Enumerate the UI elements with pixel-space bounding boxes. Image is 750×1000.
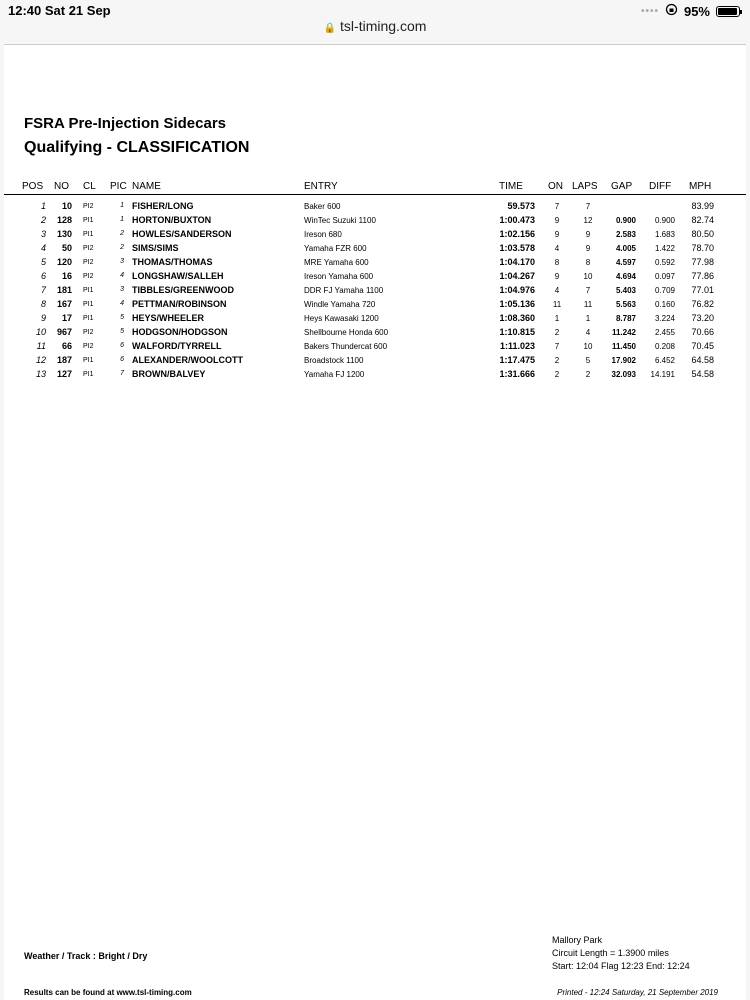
cell-name: TIBBLES/GREENWOOD: [132, 285, 235, 295]
cell-pos: 5: [40, 257, 46, 267]
cell-entry: Bakers Thundercat 600: [304, 342, 388, 351]
cell-mph: 77.01: [691, 285, 714, 295]
cell-pic: 2: [120, 244, 124, 251]
cell-no: 17: [61, 313, 72, 323]
url-text: tsl-timing.com: [340, 18, 427, 34]
cell-gap: 2.583: [615, 230, 636, 239]
table-row: [4, 355, 746, 369]
cell-mph: 54.58: [691, 369, 714, 379]
cell-laps: 10: [583, 342, 593, 351]
cell-name: THOMAS/THOMAS: [132, 257, 213, 267]
cell-diff: 3.224: [654, 314, 675, 323]
cell-entry: Baker 600: [304, 202, 341, 211]
cell-laps: 5: [585, 356, 591, 365]
cell-diff: 2.455: [654, 328, 675, 337]
cell-time: 1:04.267: [499, 271, 535, 281]
cell-no: 120: [56, 257, 72, 267]
cell-no: 967: [56, 327, 72, 337]
cell-gap: 11.450: [611, 342, 636, 351]
cell-gap: 4.694: [615, 272, 636, 281]
cell-name: ALEXANDER/WOOLCOTT: [132, 355, 243, 365]
cell-cl: PI2: [83, 343, 94, 350]
cell-entry: Broadstock 1100: [304, 356, 364, 365]
header-mph: MPH: [689, 181, 712, 192]
cell-cl: PI2: [83, 245, 94, 252]
cell-mph: 76.82: [691, 299, 714, 309]
cell-diff: 0.900: [654, 216, 675, 225]
cell-time: 1:11.023: [499, 341, 535, 351]
cell-time: 1:31.666: [499, 369, 535, 379]
cell-no: 128: [56, 215, 72, 225]
table-row: [4, 215, 746, 229]
cell-pic: 1: [120, 216, 124, 223]
cell-entry: Yamaha FZR 600: [304, 244, 367, 253]
cell-cl: PI2: [83, 203, 94, 210]
cell-pic: 6: [120, 356, 124, 363]
cell-no: 10: [61, 201, 72, 211]
cell-pos: 3: [40, 229, 46, 239]
cell-laps: 8: [585, 258, 591, 267]
cell-laps: 7: [585, 286, 591, 295]
cell-on: 11: [552, 300, 562, 309]
cell-entry: Heys Kawasaki 1200: [304, 314, 379, 323]
cell-pos: 10: [35, 327, 46, 337]
cell-name: HOWLES/SANDERSON: [132, 229, 232, 239]
cell-gap: 32.093: [611, 370, 636, 379]
cell-gap: 17.902: [611, 356, 636, 365]
cell-mph: 77.86: [691, 271, 714, 281]
cell-on: 4: [554, 286, 560, 295]
cell-name: BROWN/BALVEY: [132, 369, 206, 379]
cell-entry: MRE Yamaha 600: [304, 258, 369, 267]
cell-cl: PI1: [83, 231, 94, 238]
header-name: NAME: [132, 181, 161, 192]
cell-pic: 1: [120, 202, 124, 209]
cell-on: 9: [554, 216, 560, 225]
cell-pos: 4: [40, 243, 46, 253]
cell-pic: 3: [120, 286, 124, 293]
cell-on: 1: [554, 314, 560, 323]
cell-pic: 6: [120, 342, 124, 349]
cell-diff: 1.683: [654, 230, 675, 239]
cell-on: 2: [554, 356, 560, 365]
cell-mph: 70.66: [691, 327, 714, 337]
cell-gap: 8.787: [615, 314, 636, 323]
cell-cl: PI2: [83, 259, 94, 266]
cell-time: 1:02.156: [499, 229, 535, 239]
cell-diff: 0.592: [654, 258, 675, 267]
results-link[interactable]: Results can be found at www.tsl-timing.com: [24, 988, 192, 997]
cell-pos: 7: [40, 285, 46, 295]
cell-no: 66: [61, 341, 72, 351]
cell-no: 167: [56, 299, 72, 309]
cell-pic: 5: [120, 328, 124, 335]
cell-cl: PI1: [83, 301, 94, 308]
cell-on: 8: [554, 258, 560, 267]
cell-no: 127: [56, 369, 72, 379]
cell-name: FISHER/LONG: [132, 201, 194, 211]
cell-mph: 80.50: [691, 229, 714, 239]
cell-entry: Shellbourne Honda 600: [304, 328, 389, 337]
header-no: NO: [54, 181, 69, 192]
cell-no: 130: [56, 229, 72, 239]
cell-entry: Ireson 680: [304, 230, 342, 239]
circuit-info: [552, 934, 690, 973]
cell-gap: 4.005: [615, 244, 636, 253]
cell-time: 1:00.473: [499, 215, 535, 225]
cell-entry: DDR FJ Yamaha 1100: [304, 286, 384, 295]
table-row: [4, 285, 746, 299]
weather-info: Weather / Track : Bright / Dry: [24, 951, 148, 961]
cell-on: 7: [554, 202, 560, 211]
cell-pic: 4: [120, 300, 124, 307]
cell-laps: 10: [583, 272, 593, 281]
cell-name: SIMS/SIMS: [132, 243, 179, 253]
cell-no: 181: [56, 285, 72, 295]
results-table: [4, 201, 746, 383]
cell-gap: 5.403: [615, 286, 636, 295]
cell-diff: 14.191: [650, 370, 675, 379]
table-row: [4, 327, 746, 341]
cell-no: 187: [56, 355, 72, 365]
cell-pic: 2: [120, 230, 124, 237]
cell-diff: 1.422: [654, 244, 675, 253]
table-row: [4, 313, 746, 327]
address-bar[interactable]: [0, 18, 750, 34]
cell-time: 1:05.136: [499, 299, 535, 309]
cell-pos: 1: [40, 201, 46, 211]
cell-on: 2: [554, 370, 560, 379]
cell-diff: 0.208: [654, 342, 675, 351]
header-gap: GAP: [611, 181, 633, 192]
cell-laps: 4: [585, 328, 591, 337]
cell-name: HODGSON/HODGSON: [132, 327, 228, 337]
cell-on: 9: [554, 230, 560, 239]
cell-mph: 73.20: [691, 313, 714, 323]
table-row: [4, 229, 746, 243]
cell-gap: 5.563: [615, 300, 636, 309]
cell-pic: 3: [120, 258, 124, 265]
header-pos: POS: [22, 181, 44, 192]
cell-laps: 7: [585, 202, 591, 211]
cell-on: 4: [554, 244, 560, 253]
cell-mph: 64.58: [691, 355, 714, 365]
cell-time: 1:04.976: [499, 285, 535, 295]
circuit-name: Mallory Park: [552, 935, 603, 945]
cell-cl: PI2: [83, 273, 94, 280]
table-header: [4, 181, 746, 195]
cell-entry: WinTec Suzuki 1100: [304, 216, 376, 225]
cell-name: HORTON/BUXTON: [132, 215, 212, 225]
battery-percent: 95%: [683, 3, 710, 19]
header-on: ON: [548, 181, 563, 192]
cell-on: 9: [554, 272, 560, 281]
cell-mph: 82.74: [691, 215, 714, 225]
cell-diff: 0.097: [654, 272, 675, 281]
cell-mph: 77.98: [691, 257, 714, 267]
status-time: 12:40 Sat 21 Sep: [8, 3, 111, 18]
cell-entry: Yamaha FJ 1200: [304, 370, 365, 379]
header-entry: ENTRY: [304, 181, 338, 192]
cell-time: 1:04.170: [499, 257, 535, 267]
cell-no: 50: [61, 243, 72, 253]
cell-on: 2: [554, 328, 560, 337]
table-row: [4, 341, 746, 355]
cell-no: 16: [61, 271, 72, 281]
cell-pos: 2: [40, 215, 46, 225]
cell-entry: Windle Yamaha 720: [304, 300, 376, 309]
cell-pos: 11: [36, 341, 46, 351]
cell-time: 1:17.475: [499, 355, 535, 365]
cell-pic: 7: [120, 370, 124, 377]
cell-pos: 12: [35, 355, 46, 365]
cell-time: 1:10.815: [499, 327, 535, 337]
circuit-length: Circuit Length = 1.3900 miles: [552, 948, 669, 958]
table-row: [4, 257, 746, 271]
table-row: [4, 369, 746, 383]
cell-laps: 12: [583, 216, 593, 225]
header-time: TIME: [499, 181, 523, 192]
status-right: [641, 3, 740, 19]
cell-laps: 2: [585, 370, 591, 379]
table-row: [4, 299, 746, 313]
cell-cl: PI2: [83, 329, 94, 336]
cell-cl: PI1: [83, 315, 94, 322]
header-diff: DIFF: [649, 181, 672, 192]
table-row: [4, 243, 746, 257]
cell-mph: 70.45: [691, 341, 714, 351]
table-row: [4, 201, 746, 215]
page-title: FSRA Pre-Injection Sidecars: [24, 115, 227, 132]
cell-name: HEYS/WHEELER: [132, 313, 205, 323]
cell-gap: 0.900: [615, 216, 636, 225]
cell-name: WALFORD/TYRRELL: [132, 341, 222, 351]
battery-icon: [716, 6, 740, 17]
cell-gap: 11.242: [611, 328, 636, 337]
cell-time: 1:03.578: [499, 243, 535, 253]
cell-pic: 5: [120, 314, 124, 321]
cell-cl: PI1: [83, 357, 94, 364]
rotation-lock-icon: [665, 3, 678, 19]
cell-laps: 11: [583, 300, 593, 309]
cell-pos: 9: [40, 313, 46, 323]
cell-name: LONGSHAW/SALLEH: [132, 271, 224, 281]
cell-pos: 13: [35, 369, 46, 379]
cell-pic: 4: [120, 272, 124, 279]
document-page: [4, 44, 746, 1000]
cell-diff: 0.160: [654, 300, 675, 309]
header-laps: LAPS: [572, 181, 598, 192]
table-row: [4, 271, 746, 285]
cell-name: PETTMAN/ROBINSON: [132, 299, 227, 309]
cell-time: 59.573: [507, 201, 535, 211]
page-subtitle: Qualifying - CLASSIFICATION: [24, 139, 250, 156]
status-bar: [0, 0, 750, 44]
signal-icon: ••••: [640, 5, 659, 17]
lock-icon: 🔒: [323, 23, 337, 34]
cell-time: 1:08.360: [499, 313, 535, 323]
cell-laps: 9: [585, 230, 591, 239]
header-pic: PIC: [110, 181, 127, 192]
cell-gap: 4.597: [615, 258, 636, 267]
cell-mph: 83.99: [691, 201, 714, 211]
cell-cl: PI1: [83, 287, 94, 294]
printed-timestamp: Printed - 12:24 Saturday, 21 September 2019: [557, 988, 718, 997]
session-times: Start: 12:04 Flag 12:23 End: 12:24: [552, 961, 690, 971]
cell-diff: 0.709: [654, 286, 675, 295]
header-cl: CL: [83, 181, 96, 192]
cell-diff: 6.452: [654, 356, 675, 365]
cell-cl: PI1: [83, 217, 94, 224]
cell-pos: 6: [40, 271, 46, 281]
cell-pos: 8: [40, 299, 46, 309]
cell-laps: 9: [585, 244, 591, 253]
cell-mph: 78.70: [691, 243, 714, 253]
cell-on: 7: [554, 342, 560, 351]
cell-entry: Ireson Yamaha 600: [304, 272, 374, 281]
cell-cl: PI1: [83, 371, 94, 378]
cell-laps: 1: [585, 314, 591, 323]
